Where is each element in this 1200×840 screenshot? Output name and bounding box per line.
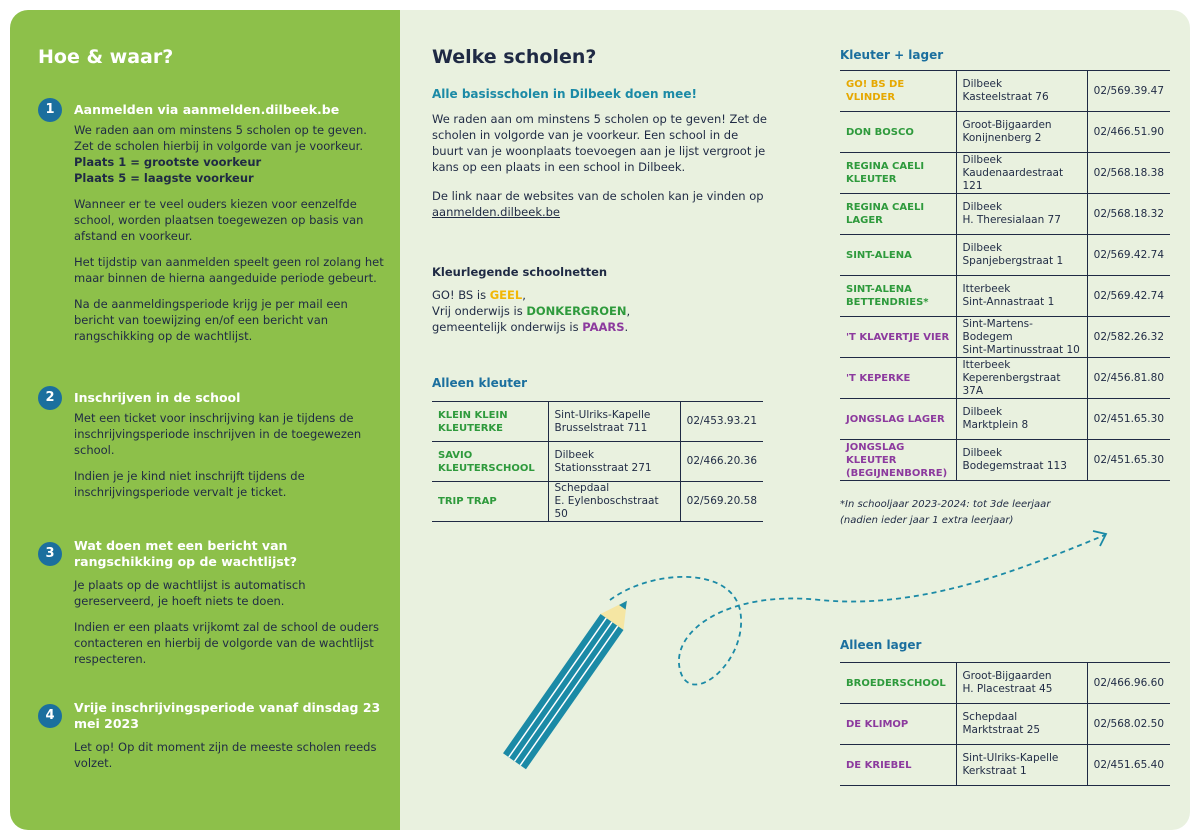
school-name-line: BROEDERSCHOOL bbox=[846, 677, 946, 689]
step-3-text-1: Je plaats op de wachtlijst is automatisch gereserveerd, je hoeft niets te doen. bbox=[74, 578, 306, 608]
school-name-line: KLEUTERSCHOOL bbox=[438, 462, 535, 474]
legend-yellow: GEEL bbox=[489, 288, 523, 302]
alleen-kleuter-title: Alleen kleuter bbox=[432, 376, 528, 390]
welke-title: Welke scholen? bbox=[432, 46, 597, 68]
school-name-line: JONGSLAG KLEUTER bbox=[846, 441, 905, 466]
address-street: Kerkstraat 1 bbox=[962, 765, 1027, 777]
step-1-title: Aanmelden via aanmelden.dilbeek.be bbox=[74, 102, 340, 117]
legend-punct: . bbox=[624, 320, 629, 334]
address-street: Sint-Martinusstraat 10 bbox=[962, 343, 1080, 356]
school-name-line: REGINA CAELI bbox=[846, 161, 925, 172]
address-street: Marktstraat 25 bbox=[962, 724, 1041, 736]
pencil-stripe bbox=[520, 626, 618, 765]
address-town: Sint-Ulriks-Kapelle bbox=[962, 752, 1059, 764]
step-4-title: Vrije inschrijvingsperiode vanaf dinsdag 23 mei 2023 bbox=[74, 700, 381, 731]
address-town: Dilbeek bbox=[962, 447, 1003, 459]
address-street: Kaudenaardestraat 121 bbox=[962, 166, 1064, 192]
website-link[interactable]: aanmelden.dilbeek.be bbox=[432, 205, 561, 219]
school-phone: 02/568.02.50 bbox=[1087, 704, 1170, 745]
address-street: Sint-Annastraat 1 bbox=[962, 296, 1055, 308]
decoration-layer bbox=[400, 10, 1190, 830]
school-phone: 02/582.26.32 bbox=[1087, 317, 1170, 358]
school-name-line: JONGSLAG LAGER bbox=[846, 413, 945, 425]
address-street: Keperenbergstraat 37A bbox=[962, 371, 1061, 397]
school-phone: 02/451.65.40 bbox=[1087, 745, 1170, 786]
step-3 bbox=[38, 538, 388, 677]
legend-gemeentelijk-text: gemeentelijk onderwijs is bbox=[432, 320, 583, 334]
address-street: Spanjebergstraat 1 bbox=[962, 255, 1064, 267]
school-phone: 02/456.81.80 bbox=[1087, 358, 1170, 399]
school-name-line: TRIP TRAP bbox=[438, 496, 497, 507]
address-street: Marktplein 8 bbox=[962, 419, 1029, 431]
address-street: E. Eylenboschstraat 50 bbox=[554, 495, 659, 520]
step-2-text-1: Met een ticket voor inschrijving kan je tijdens de inschrijvingsperiode inschrijven in de toegewezen school. bbox=[74, 411, 362, 457]
school-name-line: KLEIN KLEIN bbox=[438, 409, 508, 421]
step-3-number: 3 bbox=[38, 542, 62, 566]
step-1-number: 1 bbox=[38, 98, 62, 122]
school-name-line: SINT-ALENA bbox=[846, 249, 912, 261]
link-sentence: De link naar de websites van de scholen kan je vinden op bbox=[432, 189, 764, 203]
address-town: Sint-Martens-Bodegem bbox=[962, 317, 1033, 343]
left-panel bbox=[10, 10, 400, 830]
school-phone: 02/569.42.74 bbox=[1087, 276, 1170, 317]
school-phone: 02/569.42.74 bbox=[1087, 235, 1170, 276]
step-4-text-1: Let op! Op dit moment zijn de meeste scholen reeds volzet. bbox=[74, 740, 377, 770]
step-1 bbox=[38, 98, 388, 354]
school-phone: 02/451.65.30 bbox=[1087, 440, 1170, 481]
legend-punct: , bbox=[626, 304, 631, 318]
address-town: Groot-Bijgaarden bbox=[962, 670, 1052, 682]
address-street: Bodegemstraat 113 bbox=[962, 460, 1067, 472]
footnote-line-1: *In schooljaar 2023-2024: tot 3de leerjaar bbox=[840, 499, 1051, 510]
school-name-line: KLEUTERKE bbox=[438, 422, 504, 434]
address-town: Itterbeek bbox=[962, 358, 1011, 371]
step-2-number: 2 bbox=[38, 386, 62, 410]
school-phone: 02/569.20.58 bbox=[680, 482, 763, 522]
school-phone: 02/466.51.90 bbox=[1087, 112, 1170, 153]
step-2-title: Inschrijven in de school bbox=[74, 390, 241, 405]
right-panel bbox=[400, 10, 1190, 830]
legend-title: Kleurlegende schoolnetten bbox=[432, 265, 608, 279]
address-town: Schepdaal bbox=[962, 711, 1018, 723]
welke-intro: We raden aan om minstens 5 scholen op te geven! Zet de scholen in volgorde van je voorkeur. Een school in de buurt van je woonplaats toevoegen aan je lijst vergroot je kans op een plaats in een school in Dilbeek. bbox=[432, 112, 768, 174]
pencil-stripe bbox=[509, 618, 607, 757]
school-name-line: SINT-ALENA bbox=[846, 284, 912, 295]
alleen-lager-title: Alleen lager bbox=[840, 638, 922, 652]
step-2 bbox=[38, 386, 388, 510]
school-phone: 02/466.96.60 bbox=[1087, 663, 1170, 704]
step-4-number: 4 bbox=[38, 704, 62, 728]
kleuter-lager-title: Kleuter + lager bbox=[840, 48, 944, 62]
address-street: Brusselstraat 711 bbox=[554, 421, 648, 434]
address-town: Itterbeek bbox=[962, 283, 1011, 295]
step-4 bbox=[38, 700, 388, 781]
school-name-line: GO! BS DE VLINDER bbox=[846, 79, 905, 103]
pencil-icon bbox=[503, 593, 638, 770]
legend-punct: , bbox=[522, 288, 526, 302]
school-name-line: 'T KLAVERTJE VIER bbox=[846, 331, 950, 343]
address-street: H. Placestraat 45 bbox=[962, 683, 1053, 695]
legend-vrij-text: Vrij onderwijs is bbox=[432, 304, 527, 318]
step-1-text-1: We raden aan om minstens 5 scholen op te geven. Zet de scholen hierbij in volgorde van je voorkeur. bbox=[74, 123, 367, 153]
dashed-arrow-icon bbox=[610, 531, 1106, 685]
address-town: Dilbeek bbox=[962, 242, 1003, 254]
step-1-text-bold-1: Plaats 1 = grootste voorkeur bbox=[74, 155, 262, 169]
school-name-line: BETTENDRIES* bbox=[846, 297, 929, 308]
step-3-text-2: Indien er een plaats vrijkomt zal de school de ouders contacteren en hierbij de volgorde van de wachtlijst respecteren. bbox=[74, 620, 380, 666]
address-town: Dilbeek bbox=[554, 448, 595, 461]
step-1-text-3: Het tijdstip van aanmelden speelt geen rol zolang het maar binnen de hierna aangeduide periode gebeurt. bbox=[74, 255, 384, 285]
step-1-text-4: Na de aanmeldingsperiode krijg je per mail een bericht van toewijzing en/of een bericht van rangschikking op de wachtlijst. bbox=[74, 297, 348, 343]
welke-subtitle: Alle basisscholen in Dilbeek doen mee! bbox=[432, 87, 697, 101]
footnote-line-2: (nadien ieder jaar 1 extra leerjaar) bbox=[840, 515, 1014, 526]
address-street: Stationsstraat 271 bbox=[554, 461, 652, 474]
step-2-text-2: Indien je je kind niet inschrijft tijdens de inschrijvingsperiode vervalt je ticket. bbox=[74, 469, 305, 499]
school-name-line: DE KRIEBEL bbox=[846, 759, 912, 771]
address-street: Konijnenberg 2 bbox=[962, 132, 1042, 144]
pencil-stripe bbox=[514, 622, 612, 761]
legend-green: DONKERGROEN bbox=[526, 304, 627, 318]
step-3-title: Wat doen met een bericht van rangschikking op de wachtlijst? bbox=[74, 538, 298, 569]
school-phone: 02/453.93.21 bbox=[680, 402, 763, 442]
school-name-line: SAVIO bbox=[438, 449, 473, 461]
step-1-text-2: Wanneer er te veel ouders kiezen voor eenzelfde school, worden plaatsen toegewezen op basis van afstand en voorkeur. bbox=[74, 197, 364, 243]
address-town: Dilbeek bbox=[962, 406, 1003, 418]
legend-go-text: GO! BS is bbox=[432, 288, 490, 302]
school-name-line: (BEGIJNENBORRE) bbox=[846, 467, 948, 479]
address-town: Dilbeek bbox=[962, 201, 1003, 213]
legend-purple: PAARS bbox=[582, 320, 625, 334]
step-1-text-bold-2: Plaats 5 = laagste voorkeur bbox=[74, 171, 254, 185]
school-name-line: 'T KEPERKE bbox=[846, 372, 911, 384]
school-phone: 02/568.18.38 bbox=[1087, 153, 1170, 194]
school-name-line: REGINA CAELI bbox=[846, 202, 925, 213]
school-name-line: DON BOSCO bbox=[846, 126, 914, 138]
address-town: Groot-Bijgaarden bbox=[962, 119, 1052, 131]
school-name-line: LAGER bbox=[846, 215, 883, 226]
address-town: Sint-Ulriks-Kapelle bbox=[554, 408, 651, 421]
dashed-path bbox=[610, 535, 1105, 685]
address-town: Schepdaal bbox=[554, 482, 610, 494]
school-phone: 02/466.20.36 bbox=[680, 442, 763, 482]
address-street: H. Theresialaan 77 bbox=[962, 214, 1061, 226]
school-phone: 02/569.39.47 bbox=[1087, 71, 1170, 112]
school-name-line: KLEUTER bbox=[846, 174, 897, 185]
school-name-line: DE KLIMOP bbox=[846, 718, 909, 730]
address-town: Dilbeek bbox=[962, 78, 1003, 90]
school-phone: 02/451.65.30 bbox=[1087, 399, 1170, 440]
school-phone: 02/568.18.32 bbox=[1087, 194, 1170, 235]
left-title: Hoe & waar? bbox=[38, 46, 174, 68]
address-town: Dilbeek bbox=[962, 153, 1003, 166]
address-street: Kasteelstraat 76 bbox=[962, 91, 1049, 103]
